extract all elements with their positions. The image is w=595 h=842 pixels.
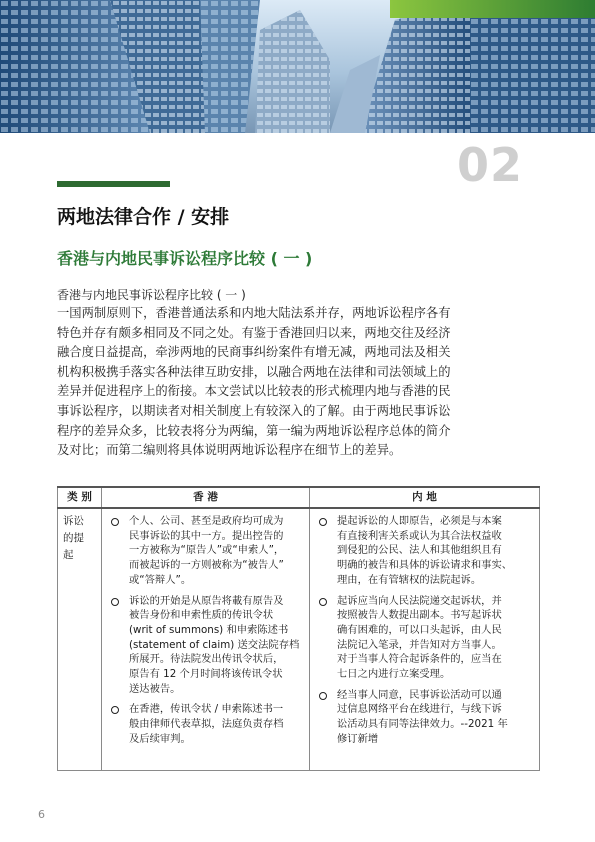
intro-line: 特色并存有颇多相同及不同之处。有鉴于香港回归以来，两地交往及经济	[57, 325, 451, 340]
list-item: 在香港，传讯令状 / 申索陈述书一 般由律师代表草拟，法庭负责存档 及后续审判。	[109, 702, 302, 746]
hero-banner-image	[0, 0, 595, 133]
header-mainland: 内 地	[310, 487, 540, 508]
intro-line: 一国两制原则下，香港普通法系和内地大陆法系并存，两地诉讼程序各有	[57, 306, 451, 320]
circle-bullet-icon	[319, 598, 327, 606]
intro-paragraph	[57, 304, 549, 461]
header-category: 类 别	[58, 487, 102, 508]
article-subtitle: 香港与内地民事诉讼程序比较 ( 一 )	[57, 249, 313, 268]
header-hongkong: 香 港	[102, 487, 310, 508]
table-row	[58, 508, 540, 770]
section-number: 02	[456, 138, 523, 192]
intro-line: 程序的差异众多，比较表将分为两编，第一编为两地诉讼程序总体的简介	[57, 423, 451, 438]
circle-bullet-icon	[111, 518, 119, 526]
hongkong-cell	[102, 508, 310, 770]
list-item: 经当事人同意，民事诉讼活动可以通 过信息网络平台在线进行，与线下诉 讼活动具有同等法律效力。--2021 年 修订新增	[317, 688, 532, 747]
intro-line: 及对比；而第二编则将具体说明两地诉讼程序在细节上的差异。	[57, 443, 402, 458]
intro-line: 事诉讼程序，以期读者对相关制度上有较深入的了解。由于两地民事诉讼	[57, 403, 451, 418]
title-accent-bar	[57, 181, 170, 187]
intro-heading: 香港与内地民事诉讼程序比较 ( 一 )	[57, 288, 246, 302]
table-header-row	[58, 487, 540, 508]
skyscraper-illustration	[0, 0, 595, 133]
list-item: 提起诉讼的人即原告，必须是与本案 有直接利害关系或认为其合法权益收 到侵犯的公民、法人和其他组织且有 明确的被告和具体的诉讼请求和事实、 理由，在有管辖权的法院起诉。	[317, 514, 532, 588]
circle-bullet-icon	[319, 692, 327, 700]
circle-bullet-icon	[319, 518, 327, 526]
list-item: 个人、公司、甚至是政府均可成为 民事诉讼的其中一方。提出控告的 一方被称为“原告人”或“申索人”， 而被起诉的一方则被称为“被告人” 或“答辩人”。	[109, 514, 302, 588]
intro-line: 融合度日益提高，牵涉两地的民商事纠纷案件有增无减，两地司法及相关	[57, 345, 451, 360]
mainland-cell	[310, 508, 540, 770]
list-item: 起诉应当向人民法院递交起诉状，并 按照被告人数提出副本。书写起诉状 确有困难的，可以口头起诉，由人民 法院记入笔录，并告知对方当事人。 对于当事人符合起诉条件的，应当在 七日之内进行立案受理。	[317, 594, 532, 682]
intro-line: 机构积极携手落实各种法律互助安排，以融合两地在法律和司法领域上的	[57, 364, 451, 379]
list-item: 诉讼的开始是从原告将載有原告及 被告身份和申索性质的传讯令状 (writ of summons) 和申索陈述书 (statement of claim) 送交法院存档 所展开。待法院发出传讯令状后， 原告有 12 个月时间将该传讯令状 送达被告。	[109, 594, 302, 697]
circle-bullet-icon	[111, 706, 119, 714]
intro-line: 差异并促进程序上的衔接。本文尝试以比较表的形式梳理内地与香港的民	[57, 384, 451, 399]
page-title: 两地法律合作 / 安排	[57, 206, 230, 228]
comparison-table	[57, 486, 540, 771]
circle-bullet-icon	[111, 598, 119, 606]
page-number: 6	[38, 808, 45, 821]
category-cell: 诉讼 的提 起	[58, 508, 102, 770]
header-green-strip	[390, 0, 595, 18]
